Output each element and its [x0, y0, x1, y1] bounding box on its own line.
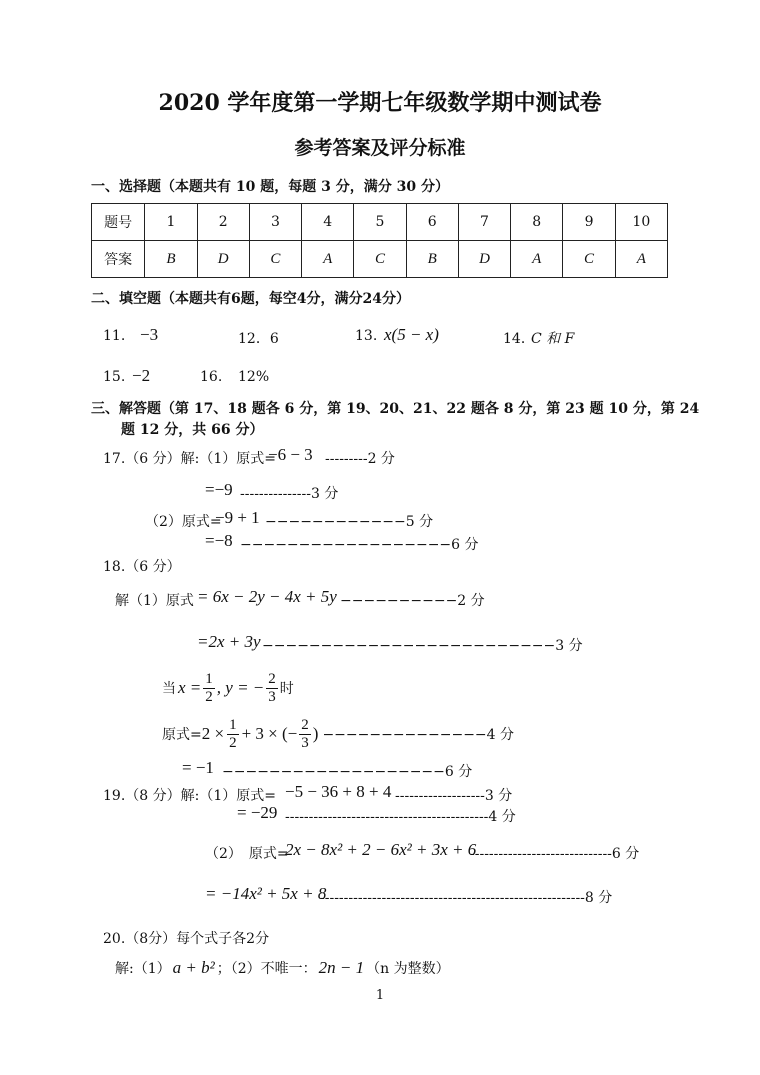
row-label-question: 题号 — [92, 204, 145, 241]
fraction-one-half: $\frac{1}{2}$ — [205, 670, 213, 705]
q17-line3-expr: −9 + 1 — [215, 508, 260, 527]
q19-label: 19.（8 分）解:（1）原式= — [103, 788, 276, 804]
q17-line1-expr: −6 − 3 — [268, 445, 313, 464]
page-subtitle: 参考答案及评分标准 — [294, 137, 466, 159]
q18-heading: 18.（6 分） — [103, 559, 181, 575]
q18-line4-b: + 3 × (− — [241, 724, 298, 743]
q16-number: 16. — [200, 369, 223, 385]
section2-heading: 二、填空题（本题共有6题，每空4分，满分24分） — [91, 291, 410, 307]
q17-line1-score: ---------2 分 — [325, 451, 395, 467]
question-number: 8 — [511, 204, 563, 241]
q20-heading: 20.（8分）每个式子各2分 — [103, 931, 270, 947]
answer-table — [91, 203, 668, 278]
q18-line4-c: ) — [312, 724, 319, 743]
q13-answer: x(5 − x) — [384, 325, 439, 344]
answer-cell: A — [302, 241, 354, 278]
question-number: 2 — [197, 204, 249, 241]
q19-line1-score: -------------------3 分 — [395, 788, 513, 804]
q18-condition-end: 时 — [279, 681, 294, 697]
q15-answer: −2 — [132, 366, 151, 385]
q17-line2-score: ---------------3 分 — [240, 486, 339, 502]
q19-line4-score: --------------------------------------------------------8 分 — [320, 890, 613, 906]
q18-line4-label: 原式= — [162, 727, 202, 743]
answer-cell: C — [354, 241, 406, 278]
section3-heading-line2: 题 12 分，共 66 分） — [121, 422, 264, 438]
q19-part2-label: （2） 原式= — [205, 846, 289, 862]
q13-number: 13. — [355, 328, 378, 344]
question-number: 9 — [563, 204, 615, 241]
q18-x-eq: x = — [178, 678, 202, 697]
q14-number: 14． — [503, 331, 535, 347]
q17-part2-label: （2）原式= — [145, 514, 222, 530]
answer-cell: C — [249, 241, 301, 278]
q11-answer: −3 — [140, 325, 159, 344]
q18-y-eq: , y = − — [216, 678, 265, 697]
q18-line5-score: −−−−−−−−−−−−−−−−−−−6 分 — [222, 764, 473, 780]
q18-line4-score: −−−−−−−−−−−−−−4 分 — [322, 727, 515, 743]
q11-number: 11. — [103, 328, 126, 344]
section3-heading-line1: 三、解答题（第 17、18 题各 6 分，第 19、20、21、22 题各 8 分，第 23 题 10 分，第 24 — [91, 401, 700, 417]
question-number: 4 — [302, 204, 354, 241]
q14-answer: C 和 F — [531, 331, 575, 347]
q18-substitution — [162, 712, 514, 756]
question-number: 10 — [615, 204, 667, 241]
answer-cell: A — [615, 241, 667, 278]
fraction-two-thirds: $\frac{2}{3}$ — [301, 716, 309, 751]
answer-cell: D — [458, 241, 510, 278]
q19-line3-score: ------------------------------6 分 — [470, 846, 640, 862]
question-number: 3 — [249, 204, 301, 241]
q17-label: 17.（6 分）解:（1）原式= — [103, 451, 276, 467]
answer-cell: C — [563, 241, 615, 278]
q17-line2-expr: =−9 — [205, 480, 233, 499]
q19-line2-expr: = −29 — [237, 803, 278, 822]
q16-answer: 12% — [238, 369, 270, 385]
answer-cell: B — [145, 241, 197, 278]
row-label-answer: 答案 — [92, 241, 145, 278]
q18-when: 当 — [162, 681, 176, 697]
answer-cell: A — [511, 241, 563, 278]
q20-expr1: a + b² — [172, 958, 215, 977]
q18-line2-score: −−−−−−−−−−−−−−−−−−−−−−−−−3 分 — [262, 638, 583, 654]
q18-line4-a: 2 × — [201, 724, 225, 743]
q18-line5-expr: = −1 — [182, 758, 214, 777]
answer-cell: B — [406, 241, 458, 278]
q17-line3-score: −−−−−−−−−−−−5 分 — [265, 514, 434, 530]
q20-answer-line — [115, 958, 450, 978]
q18-condition — [162, 666, 294, 710]
q20-label: 解:（1） — [115, 961, 171, 977]
fraction-one-half: $\frac{1}{2}$ — [229, 716, 237, 751]
answer-cell: D — [197, 241, 249, 278]
page-number: 1 — [375, 988, 385, 1003]
question-number: 6 — [406, 204, 458, 241]
q19-line3-expr: 2x − 8x² + 2 − 6x² + 3x + 6 — [285, 840, 477, 859]
q20-expr2: 2n − 1 — [318, 958, 365, 977]
table-row-answers — [92, 241, 668, 278]
q17-line4-score: −−−−−−−−−−−−−−−−−−6 分 — [240, 537, 479, 553]
q18-line1-expr: = 6x − 2y − 4x + 5y — [197, 587, 337, 606]
q20-end: （n 为整数） — [366, 961, 450, 977]
table-row-question-numbers — [92, 204, 668, 241]
page-title: 2020 学年度第一学期七年级数学期中测试卷 — [158, 90, 602, 116]
q15-number: 15. — [103, 369, 126, 385]
question-number: 7 — [458, 204, 510, 241]
q17-line4-expr: =−8 — [205, 531, 233, 550]
q18-line1-score: −−−−−−−−−−2 分 — [340, 593, 485, 609]
section1-heading: 一、选择题（本题共有 10 题，每题 3 分，满分 30 分） — [91, 179, 449, 195]
q19-line2-score: -------------------------------------------4 分 — [285, 809, 516, 825]
q19-line1-expr: −5 − 36 + 8 + 4 — [285, 782, 392, 801]
question-number: 1 — [145, 204, 197, 241]
question-number: 5 — [354, 204, 406, 241]
q12-answer: 12．6 — [238, 331, 279, 347]
q18-line2-expr: =2x + 3y — [197, 632, 261, 651]
q20-mid: ；（2）不唯一： — [216, 961, 317, 977]
fraction-two-thirds: $\frac{2}{3}$ — [268, 670, 276, 705]
q18-line1-label: 解（1）原式 — [115, 593, 194, 609]
q19-line4-expr: = −14x² + 5x + 8 — [205, 884, 327, 903]
